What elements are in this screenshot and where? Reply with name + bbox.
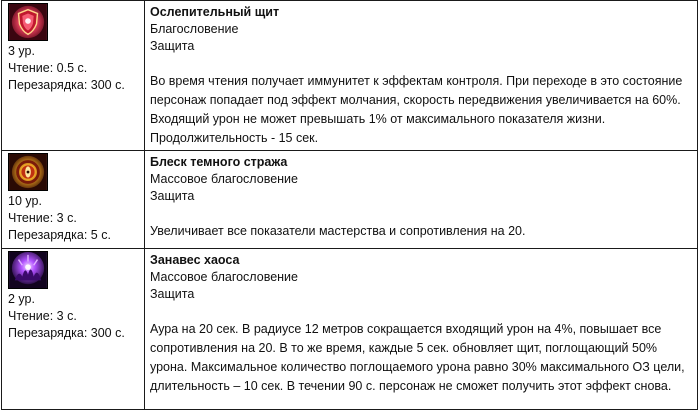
skill-info-cell bbox=[145, 151, 698, 249]
skill-description: Увеличивает все показатели мастерства и сопротивления на 20. bbox=[150, 224, 526, 238]
skill-cast-time: Чтение: 3 с. bbox=[8, 211, 77, 225]
skill-info-cell bbox=[145, 249, 698, 410]
skill-meta-cell bbox=[2, 151, 145, 249]
skill-type: Массовое благословение bbox=[150, 270, 298, 284]
skill-name: Блеск темного стража bbox=[150, 155, 288, 169]
skill-type: Благословение bbox=[150, 22, 239, 36]
skill-name: Ослепительный щит bbox=[150, 5, 280, 19]
skill-cast-time: Чтение: 0.5 с. bbox=[8, 61, 88, 75]
skill-row bbox=[2, 1, 698, 151]
skill-name: Занавес хаоса bbox=[150, 253, 240, 267]
skill-category: Защита bbox=[150, 39, 195, 53]
skill-meta-cell bbox=[2, 1, 145, 151]
skill-level: 2 ур. bbox=[8, 292, 35, 306]
skill-level: 10 ур. bbox=[8, 194, 42, 208]
dark-guardian-gleam-icon bbox=[8, 153, 48, 191]
skill-cooldown: Перезарядка: 300 с. bbox=[8, 326, 125, 340]
skill-description: Аура на 20 сек. В радиусе 12 метров сокращается входящий урон на 4%, повышает все сопротивления на 20. В то же время, каждые 5 сек. обновляет щит, поглощающий 50% урона. Максимальное количество поглощаемого урона равно 30% максимального ОЗ цели, длительность – 10 сек. В течении 90 с. персонаж не сможет получить этот эффект снова. bbox=[150, 322, 685, 393]
radiant-shield-icon bbox=[8, 3, 48, 41]
skill-category: Защита bbox=[150, 189, 195, 203]
skills-table bbox=[1, 0, 698, 410]
skill-cast-time: Чтение: 3 с. bbox=[8, 309, 77, 323]
skill-category: Защита bbox=[150, 287, 195, 301]
skill-cooldown: Перезарядка: 300 с. bbox=[8, 78, 125, 92]
skill-type: Массовое благословение bbox=[150, 172, 298, 186]
skill-description: Во время чтения получает иммунитет к эффектам контроля. При переходе в это состояние персонаж попадает под эффект молчания, скорость передвижения увеличивается на 60%. Входящий урон не может превышать 1% от максимального показателя жизни. Продолжительность - 15 сек. bbox=[150, 74, 683, 145]
skill-cooldown: Перезарядка: 5 с. bbox=[8, 228, 111, 242]
skill-row bbox=[2, 151, 698, 249]
skill-row bbox=[2, 249, 698, 410]
chaos-veil-icon bbox=[8, 251, 48, 289]
skill-meta-cell bbox=[2, 249, 145, 410]
skill-info-cell bbox=[145, 1, 698, 151]
skill-level: 3 ур. bbox=[8, 44, 35, 58]
